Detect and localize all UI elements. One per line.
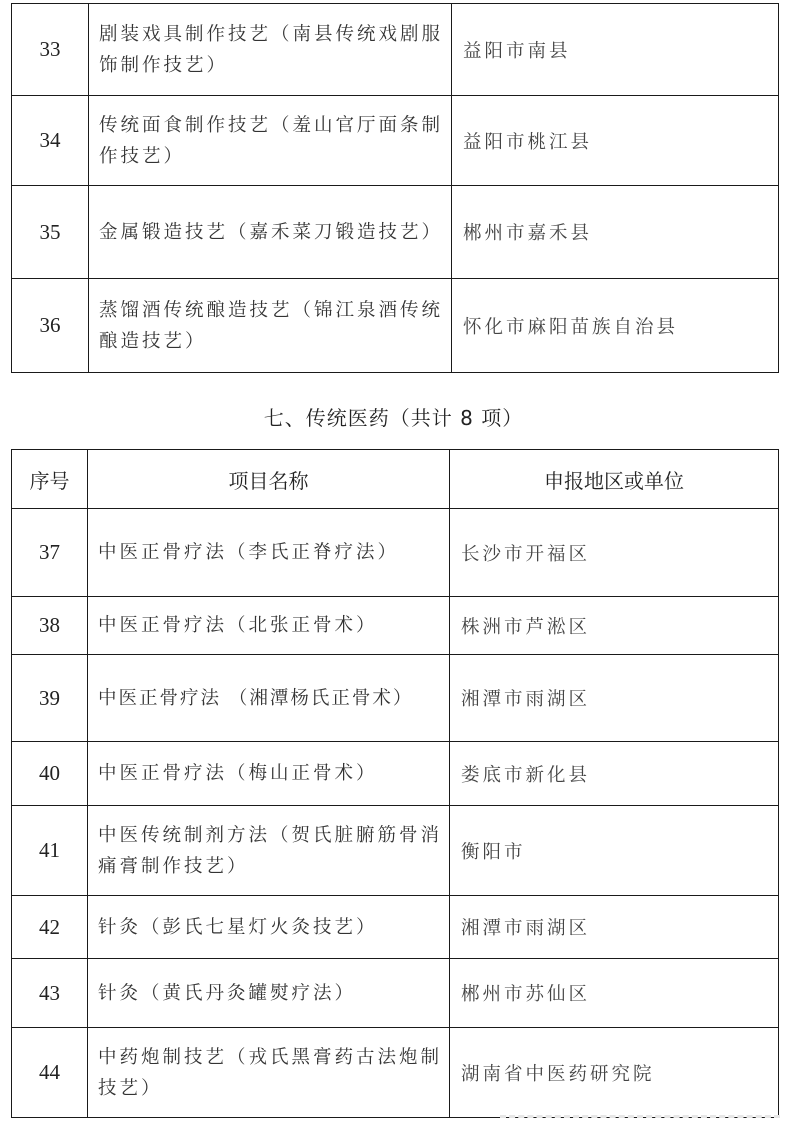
row-number: 41 (12, 806, 88, 896)
table-row (12, 806, 779, 896)
row-number: 38 (12, 597, 88, 655)
region: 郴州市嘉禾县 (452, 186, 779, 279)
project-name: 中医传统制剂方法（贺氏脏腑筋骨消痛膏制作技艺） (88, 806, 450, 896)
table-row (12, 186, 779, 279)
row-number: 35 (12, 186, 89, 279)
project-name: 蒸馏酒传统酿造技艺（锦江泉酒传统酿造技艺） (89, 279, 452, 373)
region: 郴州市苏仙区 (450, 959, 779, 1028)
header-number: 序号 (12, 450, 88, 509)
project-name: 针灸（彭氏七星灯火灸技艺） (88, 896, 450, 959)
row-number: 36 (12, 279, 89, 373)
row-number: 43 (12, 959, 88, 1028)
project-name: 金属锻造技艺（嘉禾菜刀锻造技艺） (89, 186, 452, 279)
project-name: 中医正骨疗法（梅山正骨术） (88, 742, 450, 806)
table-row (12, 597, 779, 655)
table-row (12, 4, 779, 96)
project-name: 中医正骨疗法（李氏正脊疗法） (88, 509, 450, 597)
region: 湘潭市雨湖区 (450, 655, 779, 742)
project-name: 中药炮制技艺（戎氏黑膏药古法炮制技艺） (88, 1028, 450, 1118)
row-number: 34 (12, 96, 89, 186)
project-name: 中医正骨疗法 （湘潭杨氏正骨术） (88, 655, 450, 742)
project-name: 针灸（黄氏丹灸罐熨疗法） (88, 959, 450, 1028)
table-row (12, 1028, 779, 1118)
table-row (12, 655, 779, 742)
region: 娄底市新化县 (450, 742, 779, 806)
row-number: 33 (12, 4, 89, 96)
row-number: 37 (12, 509, 88, 597)
row-number: 39 (12, 655, 88, 742)
region: 益阳市南县 (452, 4, 779, 96)
table-row (12, 742, 779, 806)
row-number: 42 (12, 896, 88, 959)
project-name: 传统面食制作技艺（羞山官厅面条制作技艺） (89, 96, 452, 186)
section-title: 七、传统医药（共计 8 项） (263, 406, 524, 430)
project-name: 剧装戏具制作技艺（南县传统戏剧服饰制作技艺） (89, 4, 452, 96)
region: 长沙市开福区 (450, 509, 779, 597)
table-row (12, 509, 779, 597)
traditional-medicine-table (11, 449, 779, 1118)
region: 益阳市桃江县 (452, 96, 779, 186)
region: 湘潭市雨湖区 (450, 896, 779, 959)
table-row (12, 279, 779, 373)
heritage-table-continued (11, 3, 779, 373)
watermark-dotted-line (500, 1115, 780, 1122)
table-row (12, 96, 779, 186)
project-name: 中医正骨疗法（北张正骨术） (88, 597, 450, 655)
header-region: 申报地区或单位 (450, 450, 779, 509)
header-project-name: 项目名称 (88, 450, 450, 509)
table-header-row (12, 450, 779, 509)
region: 株洲市芦淞区 (450, 597, 779, 655)
region: 衡阳市 (450, 806, 779, 896)
table-row (12, 959, 779, 1028)
table-row (12, 896, 779, 959)
region: 怀化市麻阳苗族自治县 (452, 279, 779, 373)
row-number: 40 (12, 742, 88, 806)
region: 湖南省中医药研究院 (450, 1028, 779, 1118)
row-number: 44 (12, 1028, 88, 1118)
